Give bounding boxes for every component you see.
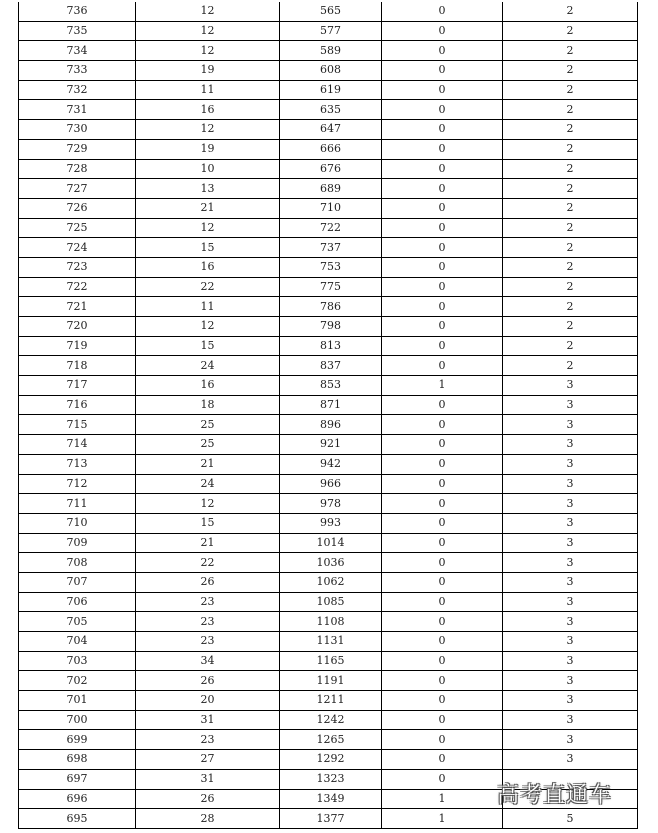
extra-cumulative-cell: 2 <box>503 2 638 21</box>
count-cell: 10 <box>136 159 280 179</box>
count-cell: 22 <box>136 553 280 573</box>
extra-count-cell: 0 <box>382 257 503 277</box>
extra-count-cell: 0 <box>382 671 503 691</box>
extra-cumulative-cell: 3 <box>503 750 638 770</box>
count-cell: 15 <box>136 336 280 356</box>
cumulative-cell: 710 <box>280 198 382 218</box>
table-row <box>19 395 638 415</box>
cumulative-cell: 1165 <box>280 651 382 671</box>
cumulative-cell: 635 <box>280 100 382 120</box>
table-row <box>19 80 638 100</box>
score-cell: 707 <box>19 572 136 592</box>
score-cell: 713 <box>19 454 136 474</box>
table-row <box>19 553 638 573</box>
score-cell: 730 <box>19 120 136 140</box>
extra-count-cell: 0 <box>382 691 503 711</box>
cumulative-cell: 798 <box>280 317 382 337</box>
extra-count-cell: 0 <box>382 317 503 337</box>
table-row <box>19 120 638 140</box>
cumulative-cell: 608 <box>280 61 382 81</box>
cumulative-cell: 676 <box>280 159 382 179</box>
count-cell: 18 <box>136 395 280 415</box>
count-cell: 12 <box>136 317 280 337</box>
score-cell: 728 <box>19 159 136 179</box>
score-cell: 697 <box>19 769 136 789</box>
extra-cumulative-cell: 3 <box>503 730 638 750</box>
table-row <box>19 218 638 238</box>
extra-cumulative-cell: 2 <box>503 179 638 199</box>
score-cell: 727 <box>19 179 136 199</box>
extra-cumulative-cell: 2 <box>503 356 638 376</box>
extra-cumulative-cell: 2 <box>503 41 638 61</box>
extra-cumulative-cell: 2 <box>503 317 638 337</box>
extra-cumulative-cell: 2 <box>503 61 638 81</box>
extra-cumulative-cell: 2 <box>503 198 638 218</box>
score-cell: 705 <box>19 612 136 632</box>
extra-count-cell: 0 <box>382 730 503 750</box>
extra-count-cell: 0 <box>382 198 503 218</box>
extra-count-cell: 0 <box>382 21 503 41</box>
extra-cumulative-cell: 2 <box>503 277 638 297</box>
extra-count-cell: 0 <box>382 435 503 455</box>
extra-cumulative-cell: 2 <box>503 336 638 356</box>
watermark-logo: 高考直通车 <box>497 783 613 808</box>
table-row <box>19 297 638 317</box>
cumulative-cell: 1292 <box>280 750 382 770</box>
table-row <box>19 317 638 337</box>
cumulative-cell: 722 <box>280 218 382 238</box>
extra-count-cell: 0 <box>382 139 503 159</box>
extra-cumulative-cell: 3 <box>503 691 638 711</box>
table-row <box>19 750 638 770</box>
table-row <box>19 513 638 533</box>
count-cell: 31 <box>136 769 280 789</box>
count-cell: 21 <box>136 454 280 474</box>
extra-count-cell: 0 <box>382 100 503 120</box>
table-row <box>19 435 638 455</box>
table-row <box>19 2 638 21</box>
table-row <box>19 179 638 199</box>
count-cell: 26 <box>136 671 280 691</box>
score-cell: 695 <box>19 809 136 829</box>
extra-count-cell: 0 <box>382 415 503 435</box>
score-cell: 732 <box>19 80 136 100</box>
extra-count-cell: 0 <box>382 533 503 553</box>
cumulative-cell: 978 <box>280 494 382 514</box>
extra-count-cell: 0 <box>382 2 503 21</box>
extra-cumulative-cell: 3 <box>503 415 638 435</box>
score-cell: 718 <box>19 356 136 376</box>
cumulative-cell: 966 <box>280 474 382 494</box>
extra-count-cell: 0 <box>382 238 503 258</box>
table-row <box>19 21 638 41</box>
extra-cumulative-cell: 3 <box>503 632 638 652</box>
count-cell: 24 <box>136 356 280 376</box>
score-cell: 717 <box>19 376 136 396</box>
extra-count-cell: 0 <box>382 277 503 297</box>
extra-count-cell: 1 <box>382 789 503 809</box>
extra-cumulative-cell: 3 <box>503 710 638 730</box>
score-cell: 714 <box>19 435 136 455</box>
table-row <box>19 336 638 356</box>
count-cell: 19 <box>136 61 280 81</box>
score-cell: 735 <box>19 21 136 41</box>
score-cell: 715 <box>19 415 136 435</box>
cumulative-cell: 775 <box>280 277 382 297</box>
score-cell: 731 <box>19 100 136 120</box>
extra-count-cell: 0 <box>382 553 503 573</box>
count-cell: 12 <box>136 21 280 41</box>
table-row <box>19 651 638 671</box>
count-cell: 12 <box>136 494 280 514</box>
extra-count-cell: 0 <box>382 632 503 652</box>
extra-count-cell: 0 <box>382 80 503 100</box>
cumulative-cell: 853 <box>280 376 382 396</box>
cumulative-cell: 1108 <box>280 612 382 632</box>
cumulative-cell: 921 <box>280 435 382 455</box>
cumulative-cell: 647 <box>280 120 382 140</box>
cumulative-cell: 1349 <box>280 789 382 809</box>
extra-cumulative-cell: 5 <box>503 809 638 829</box>
score-cell: 721 <box>19 297 136 317</box>
cumulative-cell: 942 <box>280 454 382 474</box>
extra-count-cell: 1 <box>382 376 503 396</box>
extra-cumulative-cell: 2 <box>503 139 638 159</box>
table-row <box>19 159 638 179</box>
table-row <box>19 277 638 297</box>
extra-cumulative-cell: 3 <box>503 592 638 612</box>
score-cell: 700 <box>19 710 136 730</box>
count-cell: 23 <box>136 592 280 612</box>
extra-cumulative-cell: 2 <box>503 218 638 238</box>
extra-count-cell: 0 <box>382 572 503 592</box>
score-cell: 702 <box>19 671 136 691</box>
extra-count-cell: 0 <box>382 651 503 671</box>
count-cell: 13 <box>136 179 280 199</box>
cumulative-cell: 1265 <box>280 730 382 750</box>
score-table <box>18 2 638 829</box>
extra-count-cell: 0 <box>382 297 503 317</box>
cumulative-cell: 753 <box>280 257 382 277</box>
score-cell: 720 <box>19 317 136 337</box>
count-cell: 12 <box>136 218 280 238</box>
count-cell: 24 <box>136 474 280 494</box>
cumulative-cell: 1014 <box>280 533 382 553</box>
score-cell: 708 <box>19 553 136 573</box>
cumulative-cell: 813 <box>280 336 382 356</box>
extra-cumulative-cell: 3 <box>503 572 638 592</box>
score-cell: 724 <box>19 238 136 258</box>
extra-count-cell: 0 <box>382 494 503 514</box>
cumulative-cell: 896 <box>280 415 382 435</box>
cumulative-cell: 619 <box>280 80 382 100</box>
extra-count-cell: 0 <box>382 513 503 533</box>
cumulative-cell: 737 <box>280 238 382 258</box>
count-cell: 15 <box>136 513 280 533</box>
extra-count-cell: 0 <box>382 41 503 61</box>
extra-count-cell: 1 <box>382 809 503 829</box>
count-cell: 28 <box>136 809 280 829</box>
score-cell: 698 <box>19 750 136 770</box>
extra-cumulative-cell: 2 <box>503 257 638 277</box>
count-cell: 16 <box>136 376 280 396</box>
score-cell: 701 <box>19 691 136 711</box>
extra-cumulative-cell: 3 <box>503 651 638 671</box>
count-cell: 21 <box>136 533 280 553</box>
cumulative-cell: 837 <box>280 356 382 376</box>
count-cell: 16 <box>136 100 280 120</box>
extra-cumulative-cell: 3 <box>503 612 638 632</box>
extra-count-cell: 0 <box>382 750 503 770</box>
cumulative-cell: 1131 <box>280 632 382 652</box>
cumulative-cell: 993 <box>280 513 382 533</box>
table-row <box>19 730 638 750</box>
extra-count-cell: 0 <box>382 395 503 415</box>
extra-count-cell: 0 <box>382 356 503 376</box>
score-cell: 725 <box>19 218 136 238</box>
table-row <box>19 376 638 396</box>
count-cell: 21 <box>136 198 280 218</box>
score-cell: 704 <box>19 632 136 652</box>
extra-count-cell: 0 <box>382 218 503 238</box>
count-cell: 12 <box>136 41 280 61</box>
table-row <box>19 612 638 632</box>
score-cell: 723 <box>19 257 136 277</box>
score-cell: 716 <box>19 395 136 415</box>
extra-cumulative-cell: 3 <box>503 494 638 514</box>
table-row <box>19 710 638 730</box>
extra-count-cell: 0 <box>382 454 503 474</box>
extra-cumulative-cell: 3 <box>503 435 638 455</box>
cumulative-cell: 577 <box>280 21 382 41</box>
count-cell: 19 <box>136 139 280 159</box>
score-cell: 703 <box>19 651 136 671</box>
extra-cumulative-cell: 3 <box>503 553 638 573</box>
count-cell: 23 <box>136 632 280 652</box>
score-cell: 722 <box>19 277 136 297</box>
score-cell: 729 <box>19 139 136 159</box>
table-row <box>19 592 638 612</box>
score-cell: 719 <box>19 336 136 356</box>
extra-count-cell: 0 <box>382 612 503 632</box>
score-cell: 696 <box>19 789 136 809</box>
extra-cumulative-cell: 3 <box>503 454 638 474</box>
table-row <box>19 809 638 829</box>
table-row <box>19 139 638 159</box>
table-row <box>19 671 638 691</box>
cumulative-cell: 1036 <box>280 553 382 573</box>
count-cell: 16 <box>136 257 280 277</box>
table-row <box>19 632 638 652</box>
cumulative-cell: 786 <box>280 297 382 317</box>
table-row <box>19 238 638 258</box>
extra-count-cell: 0 <box>382 159 503 179</box>
cumulative-cell: 1085 <box>280 592 382 612</box>
table-row <box>19 691 638 711</box>
count-cell: 31 <box>136 710 280 730</box>
count-cell: 11 <box>136 80 280 100</box>
cumulative-cell: 1323 <box>280 769 382 789</box>
count-cell: 23 <box>136 612 280 632</box>
count-cell: 22 <box>136 277 280 297</box>
extra-count-cell: 0 <box>382 179 503 199</box>
cumulative-cell: 589 <box>280 41 382 61</box>
count-cell: 11 <box>136 297 280 317</box>
score-cell: 733 <box>19 61 136 81</box>
table-row <box>19 41 638 61</box>
count-cell: 34 <box>136 651 280 671</box>
count-cell: 12 <box>136 2 280 21</box>
score-cell: 706 <box>19 592 136 612</box>
extra-count-cell: 0 <box>382 120 503 140</box>
table-row <box>19 61 638 81</box>
score-cell: 712 <box>19 474 136 494</box>
cumulative-cell: 666 <box>280 139 382 159</box>
table-row <box>19 257 638 277</box>
extra-cumulative-cell: 2 <box>503 120 638 140</box>
score-cell: 699 <box>19 730 136 750</box>
table-row <box>19 415 638 435</box>
table-body <box>19 2 638 828</box>
extra-cumulative-cell: 2 <box>503 21 638 41</box>
table-row <box>19 572 638 592</box>
extra-count-cell: 0 <box>382 336 503 356</box>
table-row <box>19 100 638 120</box>
cumulative-cell: 1191 <box>280 671 382 691</box>
score-cell: 710 <box>19 513 136 533</box>
score-cell: 734 <box>19 41 136 61</box>
count-cell: 25 <box>136 415 280 435</box>
extra-count-cell: 0 <box>382 710 503 730</box>
extra-cumulative-cell: 2 <box>503 100 638 120</box>
extra-count-cell: 0 <box>382 769 503 789</box>
count-cell: 26 <box>136 789 280 809</box>
extra-count-cell: 0 <box>382 592 503 612</box>
extra-cumulative-cell: 3 <box>503 533 638 553</box>
table-row <box>19 494 638 514</box>
count-cell: 20 <box>136 691 280 711</box>
score-cell: 711 <box>19 494 136 514</box>
count-cell: 26 <box>136 572 280 592</box>
extra-cumulative-cell: 3 <box>503 671 638 691</box>
cumulative-cell: 565 <box>280 2 382 21</box>
cumulative-cell: 1377 <box>280 809 382 829</box>
table-row <box>19 454 638 474</box>
count-cell: 27 <box>136 750 280 770</box>
cumulative-cell: 1062 <box>280 572 382 592</box>
extra-cumulative-cell: 3 <box>503 395 638 415</box>
cumulative-cell: 1242 <box>280 710 382 730</box>
extra-cumulative-cell: 2 <box>503 159 638 179</box>
count-cell: 25 <box>136 435 280 455</box>
table-row <box>19 474 638 494</box>
extra-cumulative-cell: 3 <box>503 513 638 533</box>
cumulative-cell: 1211 <box>280 691 382 711</box>
extra-cumulative-cell: 2 <box>503 297 638 317</box>
extra-cumulative-cell: 3 <box>503 376 638 396</box>
extra-cumulative-cell: 3 <box>503 474 638 494</box>
cumulative-cell: 689 <box>280 179 382 199</box>
score-cell: 736 <box>19 2 136 21</box>
cumulative-cell: 871 <box>280 395 382 415</box>
extra-count-cell: 0 <box>382 61 503 81</box>
score-cell: 709 <box>19 533 136 553</box>
count-cell: 23 <box>136 730 280 750</box>
extra-cumulative-cell: 2 <box>503 80 638 100</box>
extra-cumulative-cell: 2 <box>503 238 638 258</box>
table-row <box>19 356 638 376</box>
score-cell: 726 <box>19 198 136 218</box>
count-cell: 12 <box>136 120 280 140</box>
count-cell: 15 <box>136 238 280 258</box>
table-row <box>19 198 638 218</box>
table-row <box>19 533 638 553</box>
extra-count-cell: 0 <box>382 474 503 494</box>
